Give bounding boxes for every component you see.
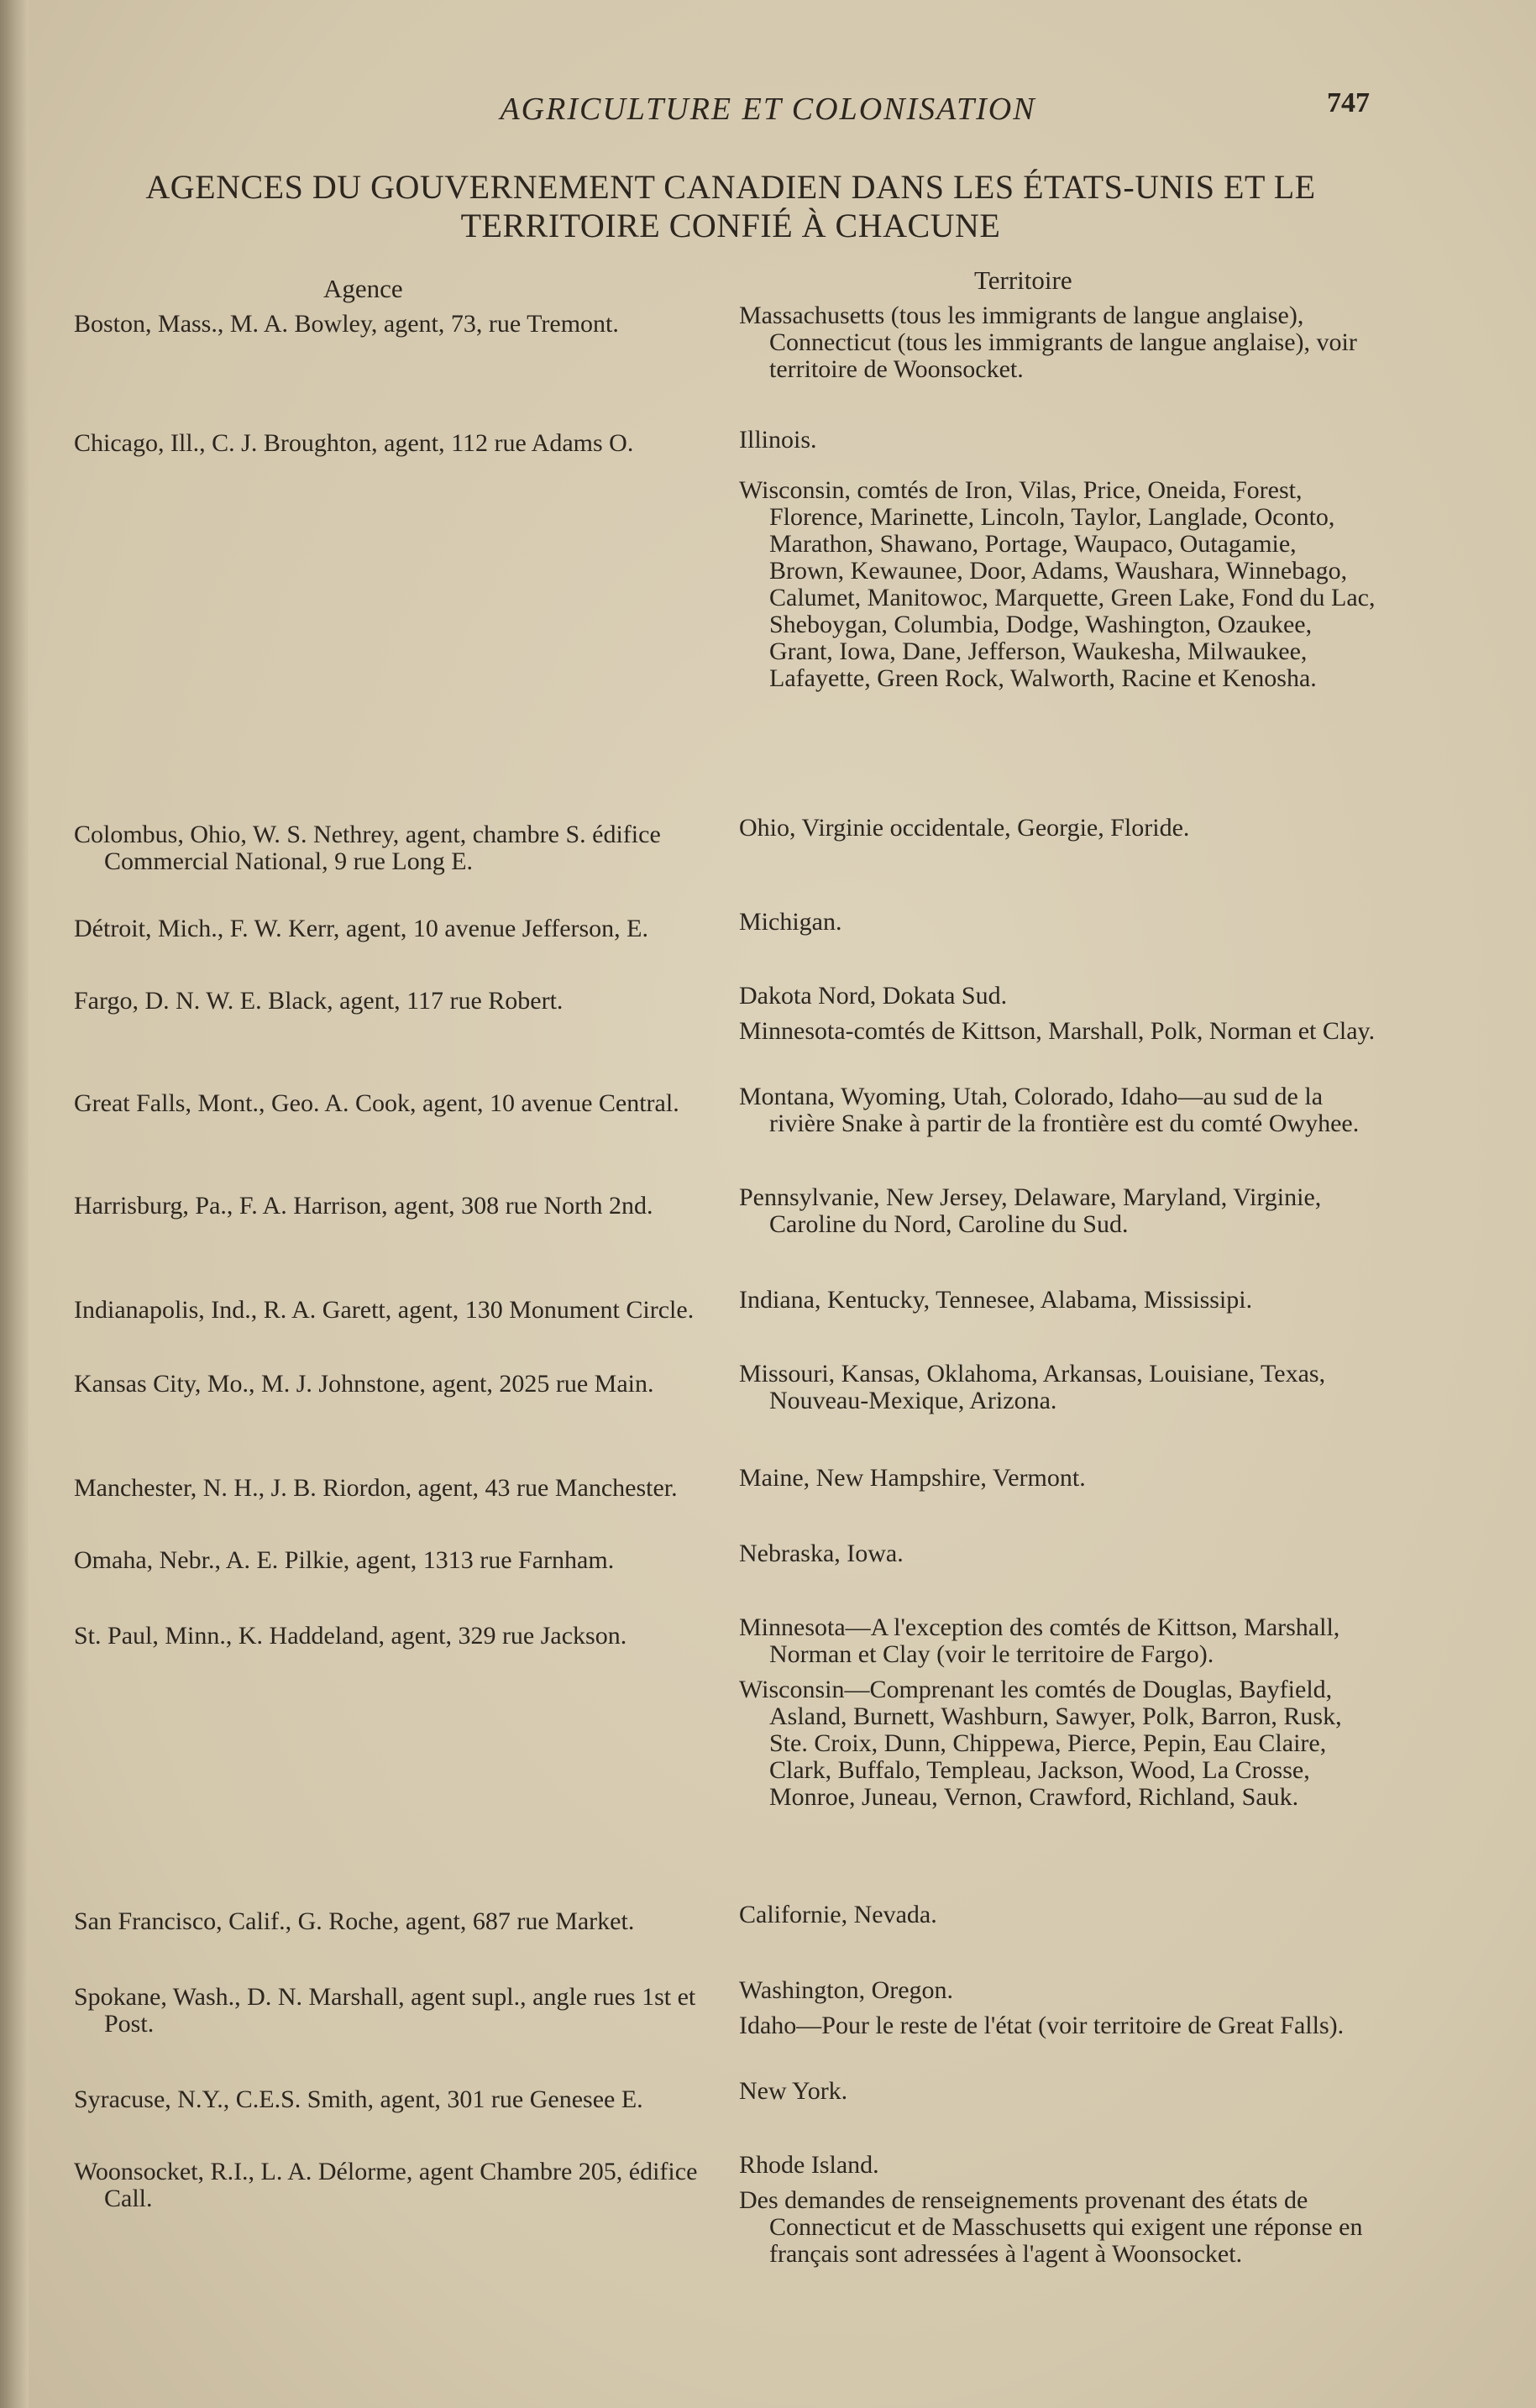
agency-entry: Woonsocket, R.I., L. A. Délorme, agent Chambre 205, édifice Call. bbox=[74, 2158, 698, 2212]
column-header-territory: Territoire bbox=[974, 265, 1072, 295]
territory-entry: Nebraska, Iowa. bbox=[739, 1540, 904, 1567]
book-binding-shadow bbox=[0, 0, 29, 2408]
territory-entry: Indiana, Kentucky, Tennesee, Alabama, Mississipi. bbox=[739, 1286, 1253, 1314]
territory-entry: Montana, Wyoming, Utah, Colorado, Idaho—au sud de la rivière Snake à partir de la frontière est du comté Owyhee. bbox=[739, 1083, 1360, 1137]
territory-entry: Massachusetts (tous les immigrants de langue anglaise), Connecticut (tous les immigrants de langue anglaise), voir territoire de Woonsocket. bbox=[739, 302, 1357, 383]
agency-entry: Syracuse, N.Y., C.E.S. Smith, agent, 301 rue Genesee E. bbox=[74, 2085, 643, 2113]
agency-entry: Great Falls, Mont., Geo. A. Cook, agent, 10 avenue Central. bbox=[74, 1089, 679, 1117]
territory-entry: Wisconsin, comtés de Iron, Vilas, Price, Oneida, Forest, Florence, Marinette, Lincoln, Taylor, Langlade, Oconto, Marathon, Shawano, Portage, Waupaco, Outagamie, Brown, Kewaunee, Door, Adams, Waushara, Winnebago, Calumet, Manitowoc, Marquette, Green Lake, Fond du Lac, Sheboygan, Columbia, Dodge, Washington, Ozaukee, Grant, Iowa, Dane, Jefferson, Waukesha, Milwaukee, Lafayette, Green Rock, Walworth, Racine et Kenosha. bbox=[739, 476, 1376, 692]
agency-entry: Colombus, Ohio, W. S. Nethrey, agent, chambre S. édifice Commercial National, 9 rue Long E. bbox=[74, 821, 661, 875]
title-line-1: AGENCES DU GOUVERNEMENT CANADIEN DANS LES ÉTATS-UNIS ET LE bbox=[145, 168, 1316, 206]
agency-entry: Spokane, Wash., D. N. Marshall, agent supl., angle rues 1st et Post. bbox=[74, 1983, 696, 2038]
title-line-2: TERRITOIRE CONFIÉ À CHACUNE bbox=[460, 207, 1001, 244]
agency-entry: Indianapolis, Ind., R. A. Garett, agent, 130 Monument Circle. bbox=[74, 1296, 695, 1324]
agency-entry: Kansas City, Mo., M. J. Johnstone, agent, 2025 rue Main. bbox=[74, 1370, 654, 1398]
territory-entry: Dakota Nord, Dokata Sud. Minnesota-comtés de Kittson, Marshall, Polk, Norman et Clay. bbox=[739, 982, 1376, 1045]
agency-entry: Omaha, Nebr., A. E. Pilkie, agent, 1313 rue Farnham. bbox=[74, 1546, 615, 1574]
agency-entry: Boston, Mass., M. A. Bowley, agent, 73, rue Tremont. bbox=[74, 310, 619, 338]
page-number: 747 bbox=[1327, 87, 1370, 118]
territory-entry: Missouri, Kansas, Oklahoma, Arkansas, Louisiane, Texas, Nouveau-Mexique, Arizona. bbox=[739, 1360, 1326, 1414]
document-title bbox=[34, 168, 1428, 245]
agency-entry: St. Paul, Minn., K. Haddeland, agent, 329 rue Jackson. bbox=[74, 1622, 627, 1650]
running-title: AGRICULTURE ET COLONISATION bbox=[500, 92, 1036, 127]
territory-entry: Minnesota—A l'exception des comtés de Kittson, Marshall, Norman et Clay (voir le territoire de Fargo). Wisconsin—Comprenant les comtés de Douglas, Bayfield, Asland, Burnett, Washburn, Sawyer, Polk, Barron, Rusk, Ste. Croix, Dunn, Chippewa, Pierce, Pepin, Eau Claire, Clark, Buffalo, Templeau, Jackson, Wood, La Crosse, Monroe, Juneau, Vernon, Crawford, Richland, Sauk. bbox=[739, 1613, 1342, 1811]
territory-entry: Rhode Island. Des demandes de renseignements provenant des états de Connecticut et de Masschusetts qui exigent une réponse en français sont adressées à l'agent à Woonsocket. bbox=[739, 2151, 1363, 2268]
territory-entry: Michigan. bbox=[739, 908, 842, 936]
territory-entry: Maine, New Hampshire, Vermont. bbox=[739, 1464, 1086, 1492]
territory-entry: Ohio, Virginie occidentale, Georgie, Floride. bbox=[739, 814, 1190, 842]
column-header-agency: Agence bbox=[323, 274, 403, 303]
territory-entry: Pennsylvanie, New Jersey, Delaware, Maryland, Virginie, Caroline du Nord, Caroline du Sud. bbox=[739, 1183, 1322, 1238]
agency-entry: Manchester, N. H., J. B. Riordon, agent, 43 rue Manchester. bbox=[74, 1474, 678, 1502]
agency-entry: Fargo, D. N. W. E. Black, agent, 117 rue Robert. bbox=[74, 987, 564, 1015]
territory-entry: New York. bbox=[739, 2077, 848, 2105]
territory-entry: Washington, Oregon. Idaho—Pour le reste de l'état (voir territoire de Great Falls). bbox=[739, 1976, 1345, 2039]
agency-entry: Harrisburg, Pa., F. A. Harrison, agent, 308 rue North 2nd. bbox=[74, 1192, 653, 1220]
agency-entry: San Francisco, Calif., G. Roche, agent, 687 rue Market. bbox=[74, 1907, 635, 1935]
territory-entry: Californie, Nevada. bbox=[739, 1901, 937, 1928]
agency-entry: Détroit, Mich., F. W. Kerr, agent, 10 avenue Jefferson, E. bbox=[74, 915, 649, 942]
territory-entry: Illinois. bbox=[739, 426, 817, 454]
agency-entry: Chicago, Ill., C. J. Broughton, agent, 112 rue Adams O. bbox=[74, 429, 634, 457]
